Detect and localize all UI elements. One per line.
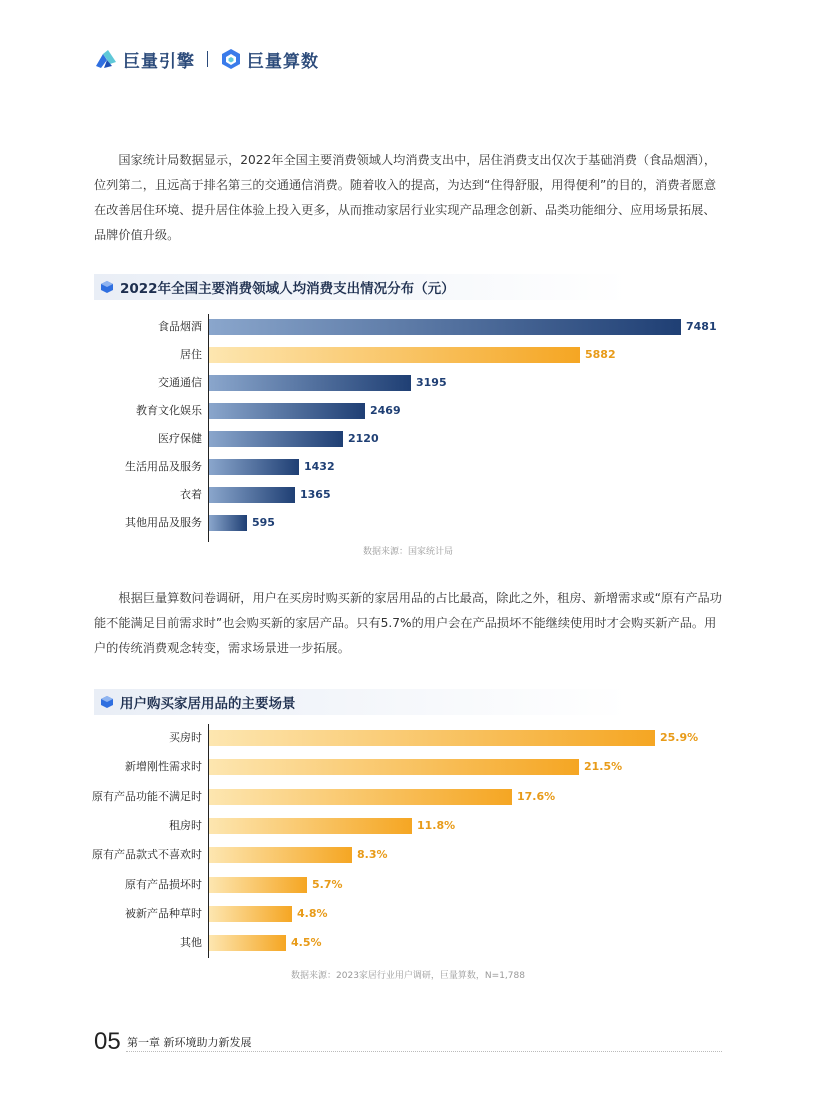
chart-row (0, 375, 816, 391)
bar (209, 847, 352, 863)
chart-row (0, 347, 816, 363)
category-label: 其他 (180, 936, 202, 950)
chart-row (0, 403, 816, 419)
chart-row (0, 877, 816, 893)
bar (209, 818, 412, 834)
suanshu-logo-icon (220, 48, 242, 70)
chart-row (0, 847, 816, 863)
chart1-title-text: 2022年全国主要消费领域人均消费支出情况分布（元） (120, 281, 455, 297)
chart-row (0, 906, 816, 922)
chart-row (0, 459, 816, 475)
bar (209, 459, 299, 475)
chart-row (0, 515, 816, 531)
value-label: 17.6% (517, 789, 556, 803)
category-label: 衣着 (180, 488, 202, 501)
chart-row (0, 730, 816, 746)
chart-row (0, 818, 816, 834)
category-label: 被新产品种草时 (125, 906, 202, 920)
chart-row (0, 319, 816, 335)
category-label: 医疗保健 (158, 432, 202, 445)
category-label: 居住 (180, 348, 202, 361)
value-label: 4.8% (297, 906, 328, 920)
chart2-title (94, 689, 722, 715)
value-label: 2120 (348, 432, 379, 445)
chart-row (0, 487, 816, 503)
chart1-consumption-bar-chart (0, 314, 816, 544)
footer (94, 1028, 722, 1056)
bar (209, 319, 681, 335)
value-label: 1432 (304, 460, 335, 473)
bar (209, 759, 579, 775)
category-label: 租房时 (169, 818, 202, 832)
category-label: 教育文化娱乐 (136, 404, 202, 417)
chart-row (0, 935, 816, 951)
cube-icon (100, 695, 114, 709)
value-label: 8.3% (357, 848, 388, 862)
bar (209, 431, 343, 447)
bar (209, 403, 365, 419)
category-label: 原有产品款式不喜欢时 (92, 848, 202, 862)
chart-row (0, 431, 816, 447)
value-label: 4.5% (291, 936, 322, 950)
chart-row (0, 789, 816, 805)
category-label: 原有产品损坏时 (125, 877, 202, 891)
header (94, 44, 319, 74)
chart2-source: 数据来源：2023家居行业用户调研，巨量算数，N=1,788 (291, 971, 525, 981)
value-label: 595 (252, 516, 275, 529)
oceanengine-logo-icon (94, 48, 118, 70)
chart2-title-text: 用户购买家居用品的主要场景 (120, 696, 296, 712)
bar (209, 935, 286, 951)
value-label: 11.8% (417, 818, 456, 832)
bar (209, 487, 295, 503)
bar (209, 347, 580, 363)
chart2-scenario-bar-chart (0, 724, 816, 960)
category-label: 生活用品及服务 (125, 460, 202, 473)
value-label: 5.7% (312, 877, 343, 891)
category-label: 交通通信 (158, 376, 202, 389)
chart-row (0, 759, 816, 775)
chart1-source: 数据来源：国家统计局 (362, 547, 453, 557)
value-label: 25.9% (660, 731, 699, 744)
value-label: 3195 (416, 376, 447, 389)
brand-suanshu (220, 47, 319, 72)
bar (209, 906, 292, 922)
value-label: 21.5% (584, 760, 623, 774)
intro-paragraph: 国家统计局数据显示，2022年全国主要消费领域人均消费支出中，居住消费支出仅次于基础消费（食品烟酒），位列第二，且远高于排名第三的交通通信消费。随着收入的提高，为达到“住得舒服，用得便利”的目的，消费者愿意在改善居住环境、提升居住体验上投入更多，从而推动家居行业实现产品理念创新、品类功能细分、应用场景拓展、品牌价值升级。 (94, 153, 717, 242)
value-label: 1365 (300, 488, 331, 501)
category-label: 原有产品功能不满足时 (92, 789, 202, 803)
survey-paragraph: 根据巨量算数问卷调研，用户在买房时购买新的家居用品的占比最高，除此之外，租房、新增需求或“原有产品功能不能满足目前需求时”也会购买新的家居产品。只有5.7%的用户会在产品损坏不能继续使用时才会购买新产品。用户的传统消费观念转变，需求场景进一步拓展。 (94, 591, 722, 655)
chapter-title: 第一章 新环境助力新发展 (127, 1036, 252, 1049)
header-separator (207, 51, 208, 67)
brand1-text: 巨量引擎 (123, 51, 195, 72)
bar (209, 730, 655, 746)
category-label: 其他用品及服务 (125, 516, 202, 529)
value-label: 2469 (370, 404, 401, 417)
cube-icon (100, 280, 114, 294)
bar (209, 515, 247, 531)
chart1-title (94, 274, 722, 300)
bar (209, 789, 512, 805)
bar (209, 375, 411, 391)
category-label: 食品烟酒 (158, 320, 202, 333)
brand-oceanengine (94, 47, 195, 72)
footer-divider (126, 1051, 722, 1052)
category-label: 买房时 (169, 731, 202, 744)
value-label: 7481 (686, 320, 717, 333)
page-number: 05 (94, 1028, 121, 1055)
bar (209, 877, 307, 893)
brand2-text: 巨量算数 (247, 51, 319, 72)
value-label: 5882 (585, 348, 616, 361)
category-label: 新增刚性需求时 (125, 760, 202, 774)
